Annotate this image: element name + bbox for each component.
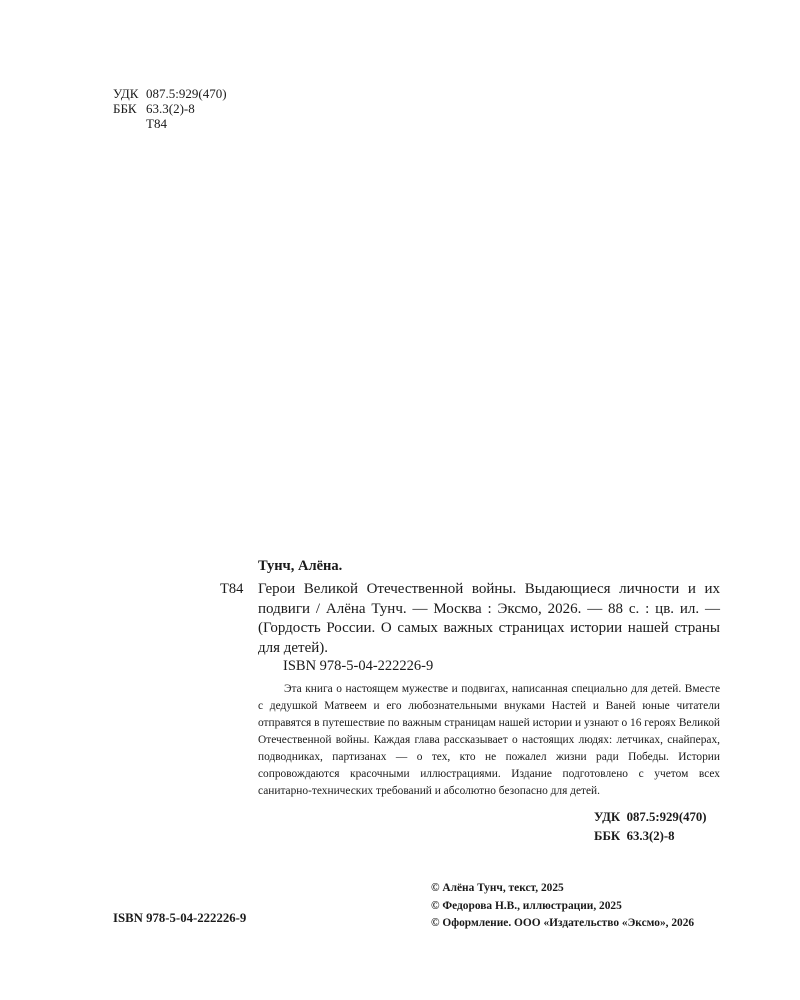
udk-value: 087.5:929(470) <box>146 86 227 101</box>
udk-row <box>113 86 227 101</box>
bottom-classification <box>594 808 707 846</box>
copyright-text: © Алёна Тунч, текст, 2025 <box>431 882 564 894</box>
annotation: Эта книга о настоящем мужестве и подвигах, написанная специально для детей. Вместе с дедушкой Матвеем и его любознательными внуками Настей и Ваней юные читатели отправятся в путешествие по важным страницам нашей истории и узнают о 16 героях Великой Отечественной войны. Каждая глава рассказывает о настоящих людях: летчиках, снайперах, подводниках, партизанах — о тех, кто не пожалел жизни ради Победы. Истории сопровождаются красочными иллюстрациями. Издание подготовлено с учетом всех санитарно-технических требований и абсолютно безопасно для детей. <box>258 683 720 797</box>
top-classification-block <box>113 86 227 131</box>
copyright-illustrations: © Федорова Н.В., иллюстрации, 2025 <box>431 899 622 912</box>
bibliographic-description: Герои Великой Отечественной войны. Выдающиеся личности и их подвиги / Алёна Тунч. — Москва : Эксмо, 2026. — 88 с. : цв. ил. — (Гордость России. О самых важных страницах истории нашей страны для детей). <box>258 581 720 656</box>
author-heading: Тунч, Алёна. <box>258 558 343 574</box>
bbk-label: ББК <box>113 101 137 116</box>
bbk-row <box>113 101 227 116</box>
isbn-bottom: ISBN 978-5-04-222226-9 <box>113 911 247 925</box>
author-sign-top: Т84 <box>146 116 167 131</box>
bottom-udk: УДК 087.5:929(470) <box>594 810 707 824</box>
copyright-block <box>431 880 694 933</box>
author-sign: Т84 <box>220 581 244 597</box>
bbk-value: 63.3(2)-8 <box>146 101 195 116</box>
author-sign-row <box>113 116 227 131</box>
bottom-bbk: ББК 63.3(2)-8 <box>594 829 675 843</box>
copyright-design: © Оформление. ООО «Издательство «Эксмо», 2026 <box>431 917 695 929</box>
isbn-line: ISBN 978-5-04-222226-9 <box>283 658 434 674</box>
udk-label: УДК <box>113 86 139 101</box>
